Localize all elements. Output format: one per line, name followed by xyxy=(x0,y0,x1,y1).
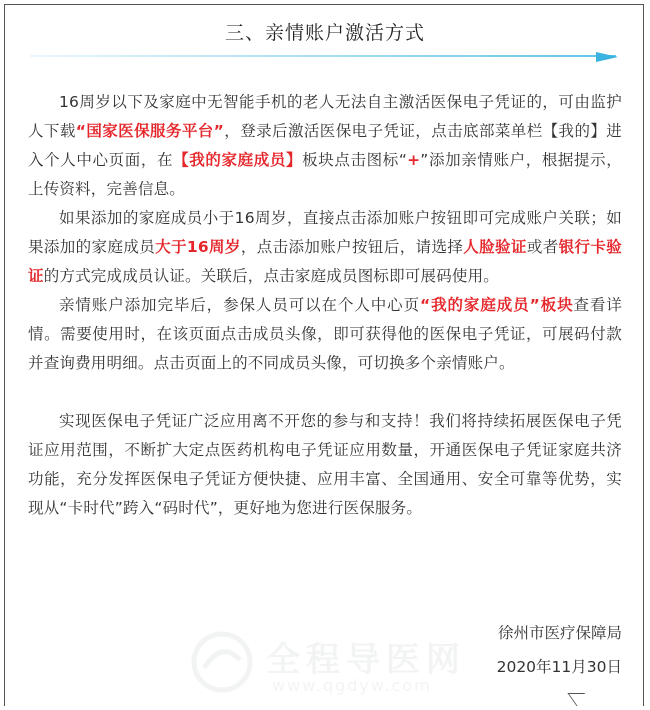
p1-text-2: ，登录后激活医保电子凭证，点击底部菜单栏【我的】进入个人中心页面，在 xyxy=(28,122,622,169)
p1-highlight-plus: + xyxy=(407,151,421,169)
signature-organization: 徐州市医疗保障局 xyxy=(497,624,622,642)
p2-highlight-face-verify: 人脸验证 xyxy=(463,238,527,256)
paragraph-gap xyxy=(28,378,622,407)
p3-highlight-section: “我的家庭成员”板块 xyxy=(420,296,574,314)
signature-date: 2020年11月30日 xyxy=(496,658,622,676)
paragraph-3 xyxy=(28,291,622,378)
p3-text-1: 亲情账户添加完毕后，参保人员可以在个人中心页 xyxy=(59,296,421,314)
p2-text-4: 的方式完成成员认证。关联后，点击家庭成员图标即可展码使用。 xyxy=(43,267,500,285)
section-title: 三、亲情账户激活方式 xyxy=(224,22,425,44)
p4-text-1: 实现医保电子凭证广泛应用离不开您的参与和支持！我们将持续拓展医保电子凭证应用范围，不断扩大定点医药机构电子凭证应用数量，开通医保电子凭证家庭共济功能，充分发挥医保电子凭证方便快捷、应用丰富、全国通用、安全可靠等优势，实现从“卡时代”跨入“码时代”，更好地为您进行医保服务。 xyxy=(28,412,622,517)
p2-text-3: 或者 xyxy=(526,238,559,256)
title-underline xyxy=(30,55,616,57)
p1-text-3: 板块点击图标“ xyxy=(302,151,408,169)
watermark-text: 全程导医网 xyxy=(266,640,466,680)
p1-highlight-family-members: 【我的家庭成员】 xyxy=(173,151,303,169)
signature-block xyxy=(497,616,622,684)
p3-text-2: 查看详情。需要使用时，在该页面点击成员头像，即可获得他的医保电子凭证，可展码付款并查询费用明细。点击页面上的不同成员头像，可切换多个亲情账户。 xyxy=(28,296,623,372)
p2-text-2: ，点击添加账户按钮后，请选择 xyxy=(240,238,464,256)
p2-text-1: 如果添加的家庭成员小于16周岁，直接点击添加账户按钮即可完成账户关联；如果添加的家庭成员 xyxy=(28,209,622,256)
p1-text-1: 16周岁以下及家庭中无智能手机的老人无法自主激活医保电子凭证的，可由监护人下载 xyxy=(28,93,622,140)
paragraph-2 xyxy=(28,204,622,291)
title-arrow-icon xyxy=(596,52,618,62)
p1-text-4: ”添加亲情账户，根据提示，上传资料，完善信息。 xyxy=(28,151,623,198)
frame-notch xyxy=(567,693,593,706)
article-body xyxy=(28,88,622,523)
watermark-url: www.qgdyw.com xyxy=(272,676,432,695)
p1-highlight-app-name: “国家医保服务平台” xyxy=(75,122,225,140)
paragraph-1 xyxy=(28,88,622,204)
paragraph-4 xyxy=(28,407,622,523)
p2-highlight-age: 大于16周岁 xyxy=(155,238,241,256)
p2-highlight-bank-verify: 银行卡验证 xyxy=(28,238,622,285)
